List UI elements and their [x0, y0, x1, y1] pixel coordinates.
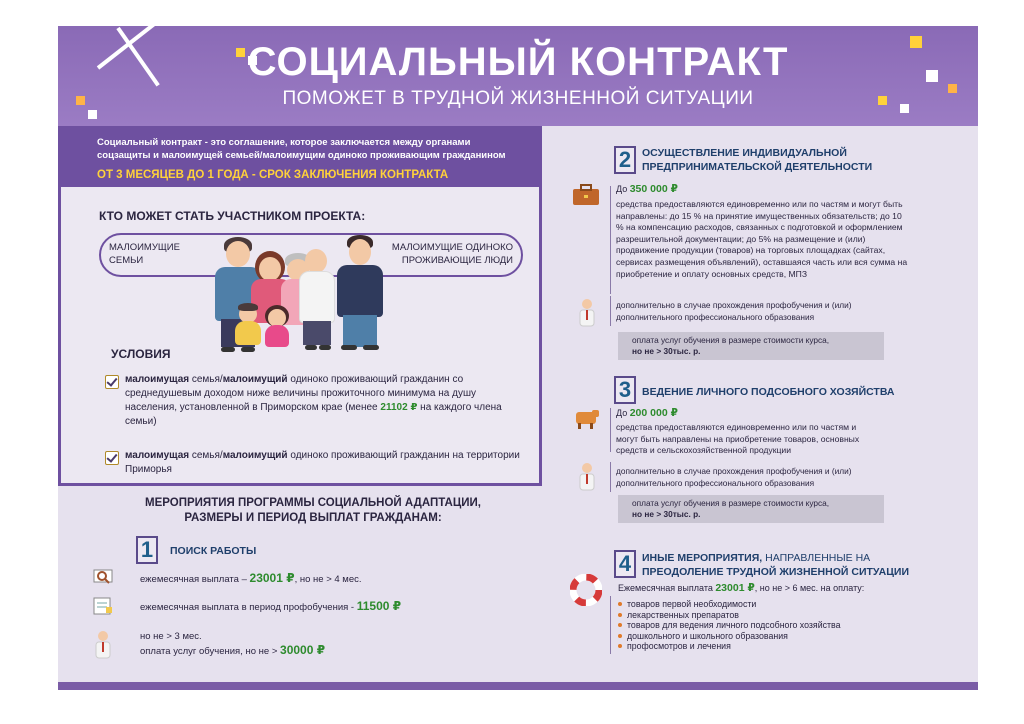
section1-row1: ежемесячная выплата – 23001 ₽, но не > 4 мес. — [140, 571, 362, 585]
section4-bullets — [618, 599, 898, 652]
divider-line — [610, 296, 611, 326]
section1-row3-line1: но не > 3 мес. — [140, 631, 202, 642]
header-banner — [58, 26, 978, 126]
section-number: 1 — [136, 536, 158, 564]
who-families — [109, 241, 180, 267]
section3-course-bar — [618, 495, 884, 523]
contract-term: ОТ 3 МЕСЯЦЕВ ДО 1 ГОДА - СРОК ЗАКЛЮЧЕНИЯ КОНТРАКТА — [97, 169, 449, 181]
bottom-bar — [58, 682, 978, 690]
section3-course-line1: оплата услуг обучения в размере стоимости курса, — [632, 498, 830, 508]
eligibility-panel — [58, 126, 542, 486]
intro-banner — [61, 129, 539, 187]
section1-row2: ежемесячная выплата в период профобучения - 11500 ₽ — [140, 599, 402, 613]
condition-text: малоимущая семья/малоимущий одиноко проживающий гражданин со среднедушевым доходом ниже величины прожиточного минимума на душу населения, установленной в Приморском крае (менее 21102 ₽ на каждого члена семьи) — [125, 374, 502, 427]
who-families-line1: МАЛОИМУЩИЕ — [109, 242, 180, 253]
section2-title-line1: ОСУЩЕСТВЛЕНИЕ ИНДИВИДУАЛЬНОЙ — [642, 147, 847, 159]
section2-title — [642, 146, 872, 174]
section2-course — [632, 335, 829, 357]
program-title — [88, 496, 538, 526]
section2-course-bar — [618, 332, 884, 360]
section3-text: средства предоставляются единовременно или по частям и могут быть направлены на приобретение товаров, основных средств и сельскохозяйственной продукции — [616, 422, 860, 456]
lifebuoy-icon — [570, 574, 602, 606]
section4-title — [642, 551, 909, 579]
person-icon — [94, 630, 112, 660]
section3-course — [632, 498, 829, 520]
divider-line — [610, 408, 611, 452]
conditions-title: УСЛОВИЯ — [111, 347, 171, 361]
section3-amount: До 200 000 ₽ — [616, 407, 678, 419]
list-item: лекарственных препаратов — [618, 610, 898, 621]
section2-text: средства предоставляются единовременно или по частям и могут быть направлены: до 15 % на принятие имущественных обязательств; до 10 % на компенсацию расходов, связанных с подготовкой и оформлением разрешительной документации; до 5% на размещение и (или) продвижение продукции (товаров) на торговых площадках (сайтах, сервисах размещения объявлений), оставшаяся часть или вся сумма на приобретение и оплату основных средств, МПЗ — [616, 199, 908, 279]
who-title: КТО МОЖЕТ СТАТЬ УЧАСТНИКОМ ПРОЕКТА: — [99, 209, 366, 223]
section3-course-line2: но не > 30тыс. р. — [632, 509, 701, 519]
who-families-line2: СЕМЬИ — [109, 255, 144, 266]
who-single-line1: МАЛОИМУЩИЕ ОДИНОКО — [391, 242, 513, 253]
person-icon — [578, 462, 596, 492]
program-title-line2: РАЗМЕРЫ И ПЕРИОД ВЫПЛАТ ГРАЖДАНАМ: — [184, 512, 442, 524]
briefcase-icon — [572, 184, 600, 206]
list-item: товаров первой необходимости — [618, 599, 898, 610]
list-item: товаров для ведения личного подсобного хозяйства — [618, 620, 898, 631]
condition-item — [105, 449, 525, 479]
checkbox-icon — [105, 451, 119, 465]
section4-title-bold: ИНЫЕ МЕРОПРИЯТИЯ, — [642, 552, 763, 564]
program-title-line1: МЕРОПРИЯТИЯ ПРОГРАММЫ СОЦИАЛЬНОЙ АДАПТАЦИИ, — [145, 497, 481, 509]
section1-title: ПОИСК РАБОТЫ — [170, 545, 257, 557]
list-item: дошкольного и школьного образования — [618, 631, 898, 642]
section-number: 2 — [614, 146, 636, 174]
poster-title: СОЦИАЛЬНЫЙ КОНТРАКТ — [247, 40, 789, 84]
section1-row3: оплата услуг обучения, но не > 30000 ₽ — [140, 643, 326, 657]
poster-subtitle: ПОМОЖЕТ В ТРУДНОЙ ЖИЗНЕННОЙ СИТУАЦИИ — [282, 88, 754, 109]
section4-title-line2: ПРЕОДОЛЕНИЕ ТРУДНОЙ ЖИЗНЕННОЙ СИТУАЦИИ — [642, 566, 909, 578]
cow-icon — [572, 408, 600, 430]
section2-extra: дополнительно в случае прохождения профобучения и (или) дополнительного профессионального образования — [616, 300, 852, 322]
section4-payment: Ежемесячная выплата 23001 ₽, но не > 6 мес. на оплату: — [618, 582, 865, 594]
infographic-poster — [58, 26, 978, 690]
section3-title: ВЕДЕНИЕ ЛИЧНОГО ПОДСОБНОГО ХОЗЯЙСТВА — [642, 386, 895, 398]
intro-text: Социальный контракт - это соглашение, которое заключается между органами соцзащиты и малоимущей семьей/малоимущим одиноко проживающим гражданином — [97, 137, 506, 161]
section-number: 4 — [614, 550, 636, 578]
section2-title-line2: ПРЕДПРИНИМАТЕЛЬСКОЙ ДЕЯТЕЛЬНОСТИ — [642, 161, 873, 173]
checkbox-icon — [105, 375, 119, 389]
divider-line — [610, 186, 611, 294]
divider-line — [610, 462, 611, 492]
who-single-line2: ПРОЖИВАЮЩИЕ ЛЮДИ — [401, 255, 513, 266]
section3-extra: дополнительно в случае прохождения профобучения и (или) дополнительного профессионального образования — [616, 466, 852, 488]
job-search-icon — [92, 569, 114, 585]
training-icon — [92, 597, 114, 615]
person-icon — [578, 298, 596, 328]
divider-line — [610, 596, 611, 654]
who-single — [391, 241, 513, 267]
section2-course-line2: но не > 30тыс. р. — [632, 346, 701, 356]
section2-amount: До 350 000 ₽ — [616, 183, 678, 195]
list-item: профосмотров и лечения — [618, 641, 898, 652]
section-number: 3 — [614, 376, 636, 404]
decorative-square — [88, 110, 97, 119]
section4-title-rest: НАПРАВЛЕННЫЕ НА — [762, 552, 871, 564]
condition-item — [105, 373, 525, 433]
section2-course-line1: оплата услуг обучения в размере стоимости курса, — [632, 335, 830, 345]
condition-text: малоимущая семья/малоимущий одиноко проживающий гражданин на территории Приморья — [125, 450, 520, 475]
